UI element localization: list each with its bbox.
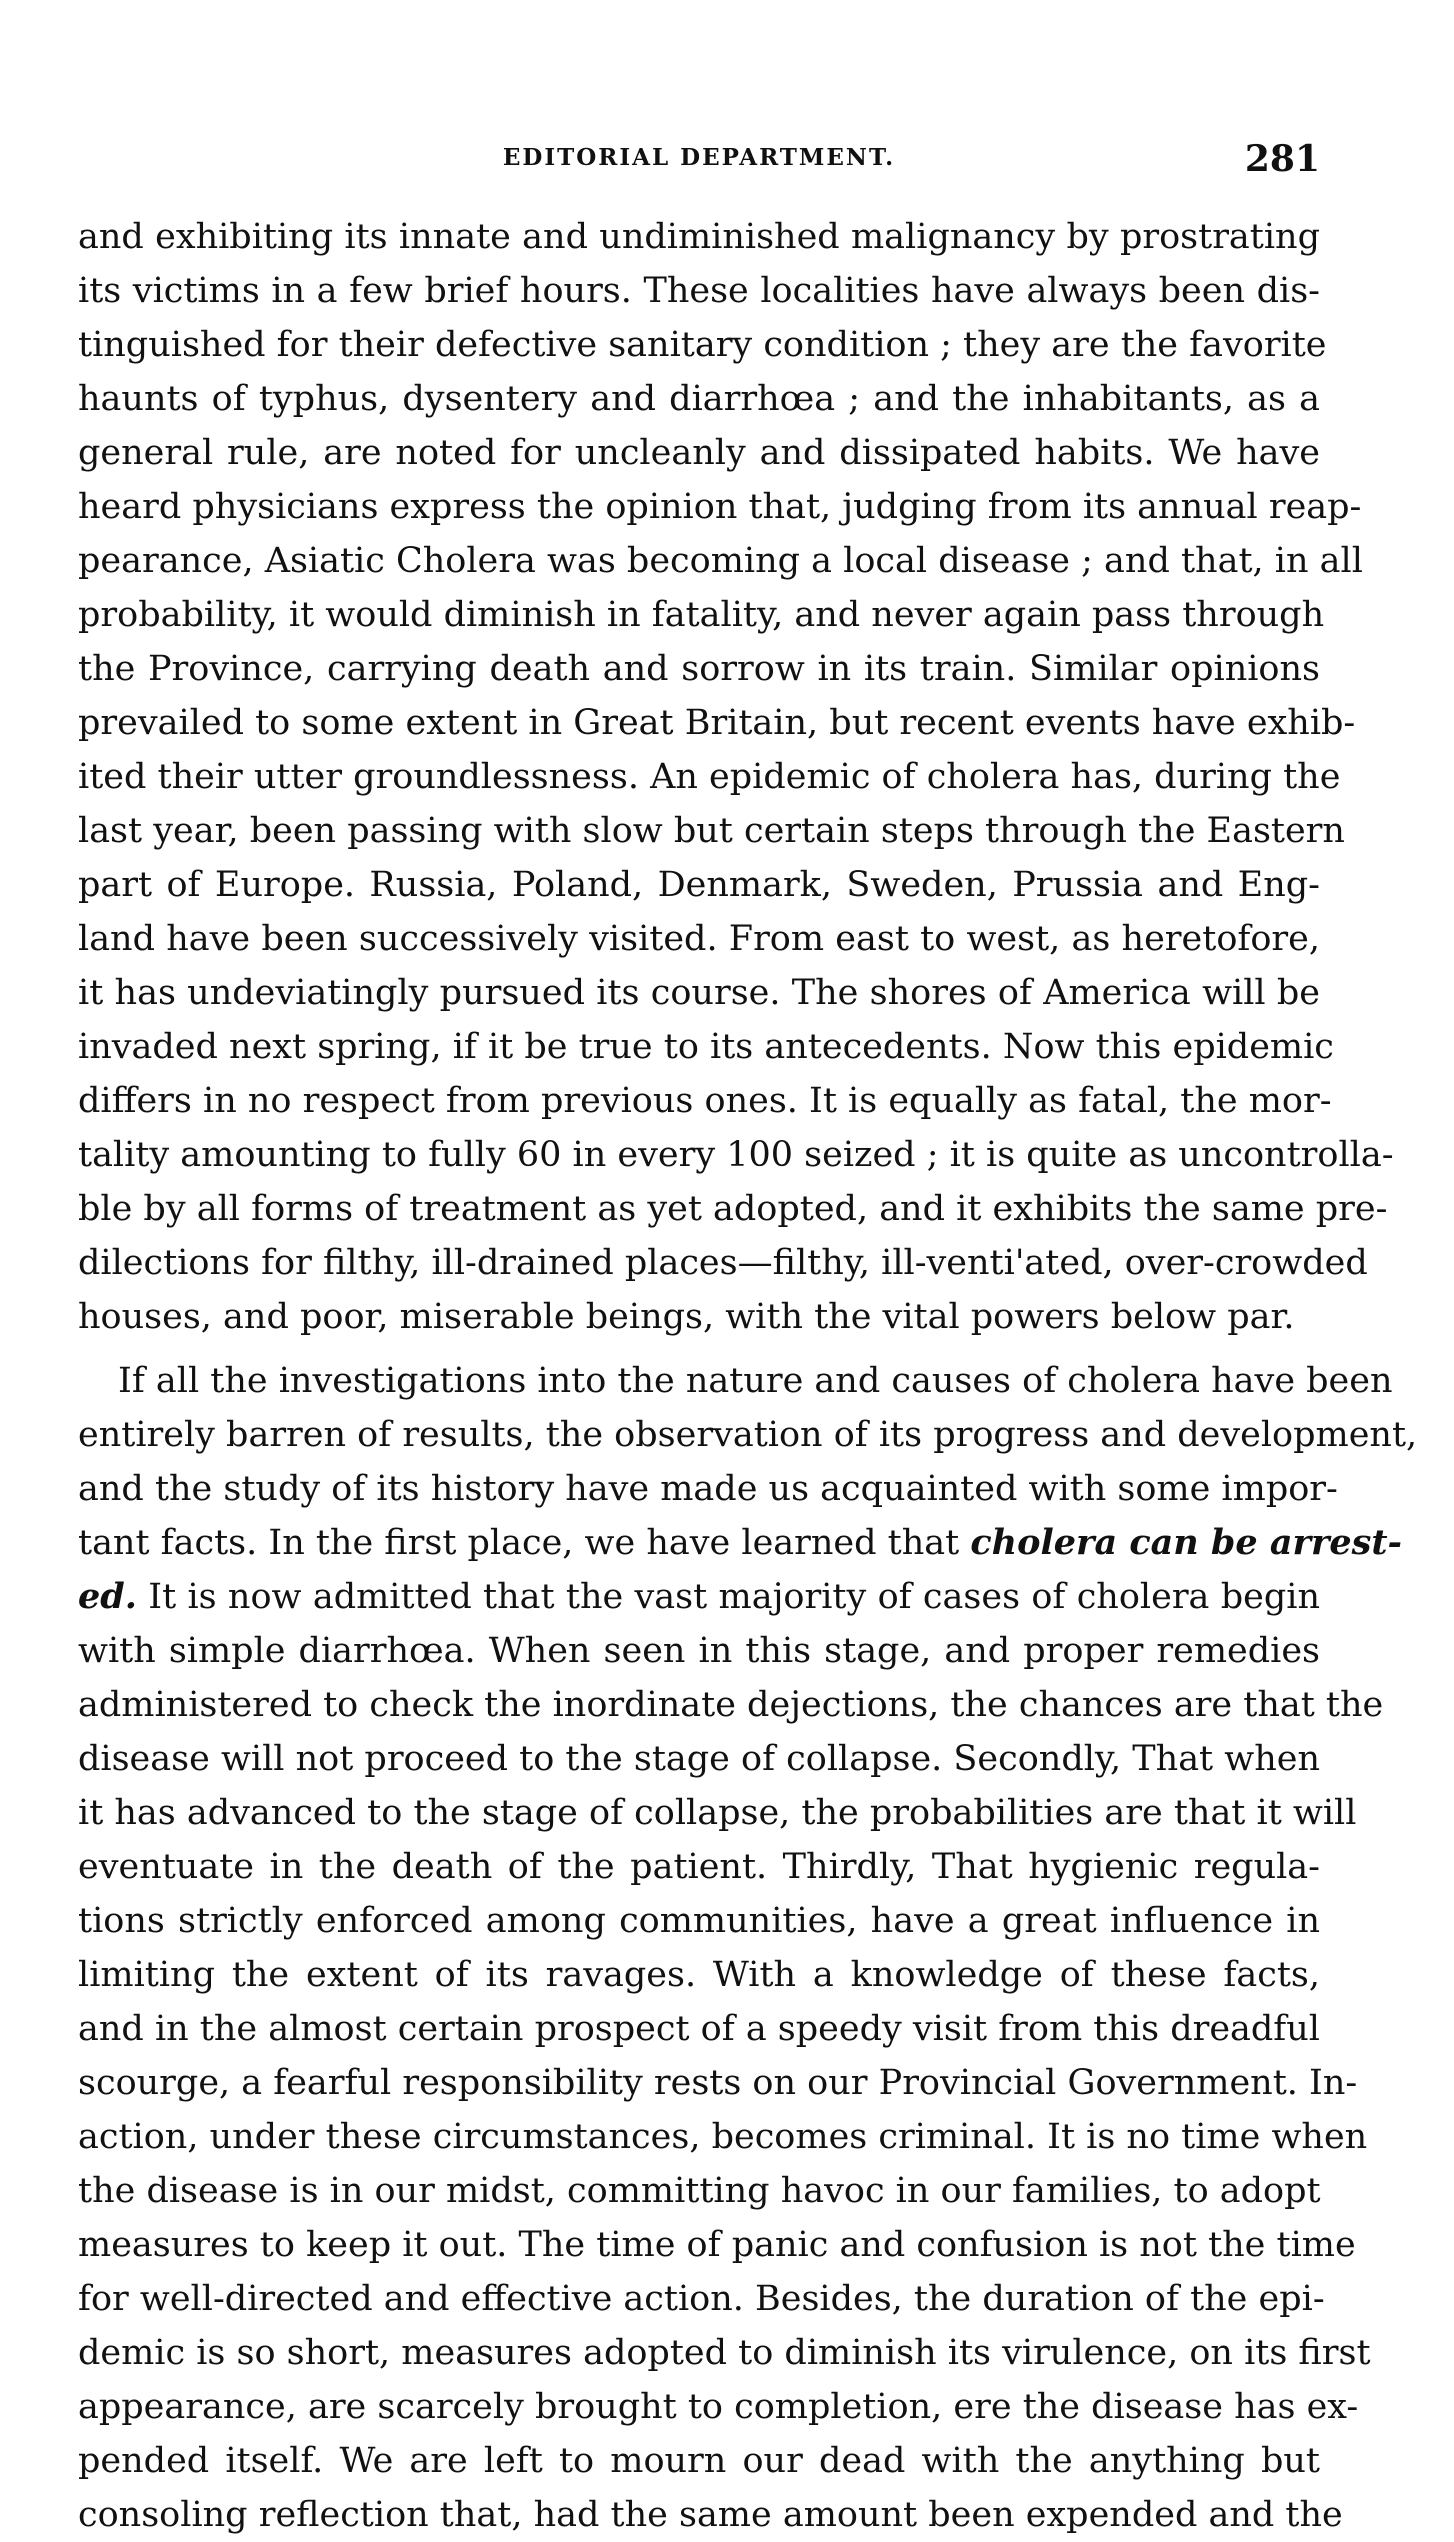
- text-line: its victims in a few brief hours. These localities have always been dis-: [78, 271, 1320, 311]
- text-line: land have been successively visited. From east to west, as heretofore,: [78, 919, 1320, 959]
- text-line: If all the investigations into the nature and causes of cholera have been: [118, 1361, 1393, 1401]
- text-line: differs in no respect from previous ones. It is equally as fatal, the mor-: [78, 1081, 1332, 1121]
- paragraph-2: [78, 1354, 1418, 2542]
- text-line: and the study of its history have made us acquainted with some impor-: [78, 1469, 1338, 1509]
- text-line: last year, been passing with slow but certain steps through the Eastern: [78, 811, 1345, 851]
- page-header: [78, 138, 1320, 188]
- text-line: the disease is in our midst, committing havoc in our families, to adopt: [78, 2171, 1321, 2211]
- text-line: appearance, are scarcely brought to completion, ere the disease has ex-: [78, 2387, 1359, 2427]
- text-line: prevailed to some extent in Great Britain, but recent events have exhib-: [78, 703, 1356, 743]
- text-line: part of Europe. Russia, Poland, Denmark, Sweden, Prussia and Eng-: [78, 865, 1320, 905]
- paragraph-1: [78, 210, 1394, 1344]
- text-line: heard physicians express the opinion that, judging from its annual reap-: [78, 487, 1362, 527]
- text-line: tinguished for their defective sanitary condition ; they are the favorite: [78, 325, 1327, 365]
- text-line: general rule, are noted for uncleanly and dissipated habits. We have: [78, 433, 1320, 473]
- text-line: haunts of typhus, dysentery and diarrhœa ; and the inhabitants, as a: [78, 379, 1320, 419]
- text-line: entirely barren of results, the observation of its progress and development,: [78, 1415, 1418, 1455]
- emphasis-text: cholera can be arrest-: [970, 1522, 1403, 1563]
- text-line: eventuate in the death of the patient. Thirdly, That hygienic regula-: [78, 1847, 1320, 1887]
- text-line: demic is so short, measures adopted to diminish its virulence, on its first: [78, 2333, 1371, 2373]
- text-line: [78, 1570, 1320, 1624]
- text-line: scourge, a fearful responsibility rests on our Provincial Government. In-: [78, 2063, 1358, 2103]
- text-line: tality amounting to fully 60 in every 100 seized ; it is quite as uncontrolla-: [78, 1135, 1394, 1175]
- text-line: for well-directed and effective action. Besides, the duration of the epi-: [78, 2279, 1325, 2319]
- text-line: consoling reflection that, had the same amount been expended and the: [78, 2495, 1343, 2535]
- text-line: invaded next spring, if it be true to its antecedents. Now this epidemic: [78, 1027, 1334, 1067]
- text-run: tant facts. In the first place, we have learned that: [78, 1523, 971, 1563]
- running-head: EDITORIAL DEPARTMENT.: [502, 144, 896, 171]
- text-line: measures to keep it out. The time of panic and confusion is not the time: [78, 2225, 1356, 2265]
- text-line: tions strictly enforced among communities, have a great influence in: [78, 1901, 1320, 1941]
- text-line: and in the almost certain prospect of a speedy visit from this dreadful: [78, 2009, 1320, 2049]
- text-line: ited their utter groundlessness. An epidemic of cholera has, during the: [78, 757, 1341, 797]
- text-line: ble by all forms of treatment as yet adopted, and it exhibits the same pre-: [78, 1189, 1388, 1229]
- text-line: [78, 1516, 1403, 1570]
- text-line: administered to check the inordinate dejections, the chances are that the: [78, 1685, 1384, 1725]
- text-line: and exhibiting its innate and undiminished malignancy by prostrating: [78, 217, 1320, 257]
- body-text: [78, 210, 1418, 2542]
- text-line: houses, and poor, miserable beings, with the vital powers below par.: [78, 1297, 1295, 1337]
- text-line: pearance, Asiatic Cholera was becoming a local disease ; and that, in all: [78, 541, 1363, 581]
- text-line: the Province, carrying death and sorrow in its train. Similar opinions: [78, 649, 1320, 689]
- text-line: pended itself. We are left to mourn our dead with the anything but: [78, 2441, 1320, 2481]
- text-run: It is now admitted that the vast majority of cases of cholera begin: [136, 1577, 1320, 1617]
- page-number: 281: [1244, 138, 1320, 180]
- text-line: dilections for filthy, ill-drained places—filthy, ill-venti'ated, over-crowded: [78, 1243, 1368, 1283]
- text-line: probability, it would diminish in fatality, and never again pass through: [78, 595, 1325, 635]
- emphasis-text: ed.: [78, 1576, 137, 1617]
- text-line: it has advanced to the stage of collapse, the probabilities are that it will: [78, 1793, 1357, 1833]
- text-line: disease will not proceed to the stage of collapse. Secondly, That when: [78, 1739, 1321, 1779]
- text-line: limiting the extent of its ravages. With a knowledge of these facts,: [78, 1955, 1320, 1995]
- paragraph-gap: [78, 1344, 1320, 1354]
- text-line: action, under these circumstances, becomes criminal. It is no time when: [78, 2117, 1368, 2157]
- text-line: with simple diarrhœa. When seen in this stage, and proper remedies: [78, 1631, 1320, 1671]
- text-line: it has undeviatingly pursued its course. The shores of America will be: [78, 973, 1320, 1013]
